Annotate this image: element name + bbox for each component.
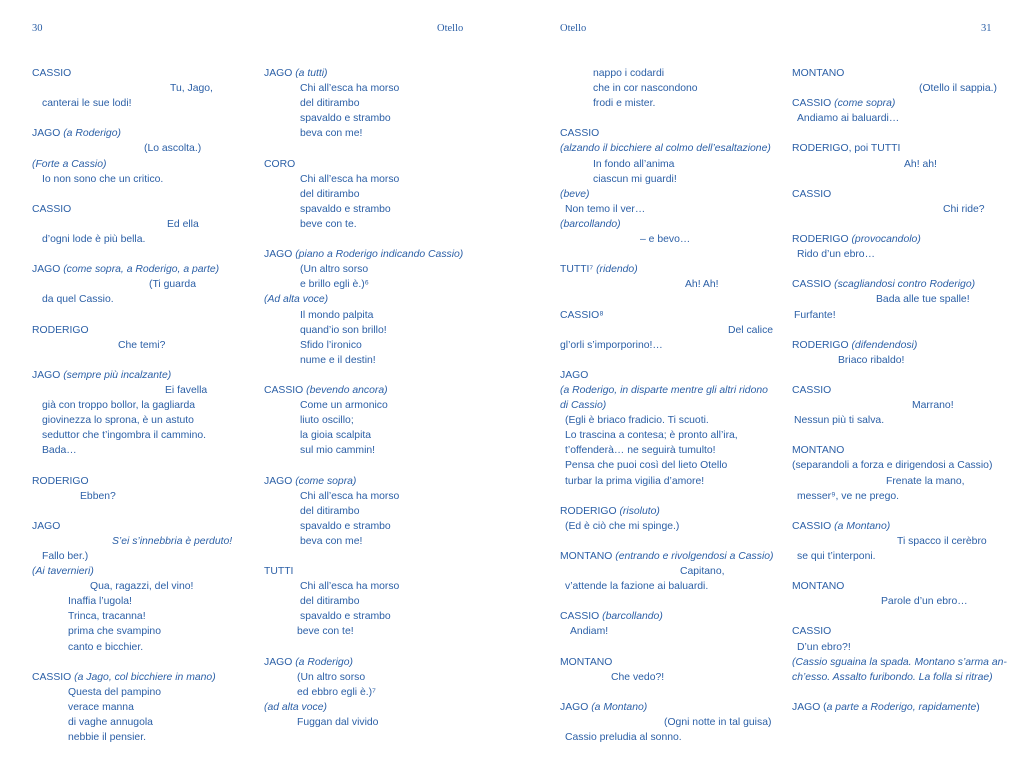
blank-line (792, 172, 1017, 187)
blank-line (792, 262, 1017, 277)
script-line: nebbie il pensier. (68, 732, 146, 744)
stage-direction: (ridendo) (596, 264, 638, 276)
script-line: Andiamo ai baluardi… (797, 113, 900, 125)
script-line: canterai le sue lodi! (42, 98, 132, 110)
script-line: nume e il destin! (300, 354, 376, 366)
script-line: giovinezza lo sprona, è un astuto (42, 415, 194, 427)
script-line: (Un altro sorso (300, 264, 369, 276)
script-line: quand’io son brillo! (300, 324, 387, 336)
script-line: CASSIO (32, 68, 72, 79)
script-line: se qui t’interponi. (797, 551, 876, 562)
blank-line (264, 458, 489, 473)
script-line (792, 277, 1017, 292)
script-line (560, 504, 785, 519)
blank-line (32, 458, 257, 473)
script-line: spavaldo e strambo (300, 520, 391, 532)
stage-direction: (come sopra) (295, 475, 357, 487)
blank-line (32, 308, 257, 323)
script-line: del ditirambo (300, 98, 360, 110)
blank-line (792, 504, 1017, 519)
script-line: del ditirambo (300, 188, 360, 200)
script-line: Bada alle tue spalle! (876, 294, 970, 306)
speaker-name: RODERIGO (792, 234, 852, 246)
script-line: già con troppo bollor, la gagliarda (42, 400, 196, 412)
speaker-name: JAGO (264, 475, 296, 487)
stage-direction: (come sopra, a Roderigo, a parte) (63, 264, 220, 276)
script-line: D’un ebro?! (797, 641, 851, 653)
speaker-name: JAGO (560, 701, 592, 713)
speaker-name: JAGO ( (792, 701, 827, 713)
script-line: t’offenderà… ne seguirà tumulto! (565, 445, 716, 457)
script-line: Nessun più ti salva. (794, 415, 885, 427)
speaker-name: CASSIO (792, 279, 835, 291)
script-line: (Cassio sguaina la spada. Montano s’arma an- (792, 656, 1007, 668)
script-line: (Egli è briaco fradicio. Ti scuoti. (565, 415, 709, 427)
script-line: Che vedo?! (611, 671, 665, 683)
blank-line (792, 609, 1017, 624)
speaker-name: ) (976, 701, 980, 713)
script-line (792, 96, 1017, 111)
script-line: CORO (264, 158, 296, 170)
script-line: Ti spacco il cerèbro (897, 535, 987, 547)
blank-line (792, 685, 1017, 700)
blank-line (792, 368, 1017, 383)
script-line: frodi e mister. (593, 98, 656, 110)
stage-direction: (a Roderigo) (63, 128, 121, 140)
script-line: Marrano! (912, 400, 954, 412)
script-line: Capitano, (680, 566, 725, 578)
script-line: v’attende la fazione ai baluardi. (565, 581, 709, 593)
speaker-name: JAGO (32, 128, 64, 140)
script-line: ciascun mi guardi! (593, 173, 677, 185)
stage-direction: (barcollando) (602, 611, 663, 623)
script-line: RODERIGO (32, 475, 89, 487)
script-line: turbar la prima vigilia d’amore! (565, 475, 705, 487)
script-line: beve con te. (300, 218, 357, 230)
speaker-name: JAGO (32, 264, 64, 276)
blank-line (560, 640, 785, 655)
script-line: Sfido l’ironico (300, 339, 362, 351)
script-line: Frenate la mano, (886, 475, 965, 487)
script-line: MONTANO (792, 68, 845, 79)
script-line (560, 549, 785, 564)
script-line: CASSIO (792, 384, 832, 396)
stage-direction: (come sopra) (834, 98, 896, 110)
column-1 (32, 66, 257, 745)
script-line: Ah! Ah! (685, 279, 719, 291)
speaker-name: JAGO (32, 369, 64, 381)
column-4 (792, 66, 1017, 715)
script-line: nappo i codardi (593, 68, 665, 79)
script-line (32, 368, 257, 383)
script-line: Tu, Jago, (170, 83, 213, 95)
script-line: Ed ella (167, 218, 199, 230)
script-line: Trinca, tracanna! (68, 611, 146, 623)
speaker-name: TUTTI⁷ (560, 264, 597, 276)
stage-direction: (a Montano) (834, 520, 891, 532)
script-line: liuto oscillo; (300, 415, 354, 427)
column-2 (264, 66, 489, 730)
speaker-name: CASSIO (792, 520, 835, 532)
stage-direction: (a Roderigo) (295, 656, 353, 668)
script-line: di vaghe annugola (68, 717, 153, 729)
running-title-right: Otello (560, 23, 587, 34)
script-line (560, 262, 785, 277)
script-line: (Ad alta voce) (264, 294, 329, 306)
page-number-right: 31 (981, 23, 992, 34)
speaker-name: JAGO (264, 656, 296, 668)
running-title-left: Otello (437, 23, 464, 34)
script-line: RODERIGO (32, 324, 89, 336)
blank-line (560, 353, 785, 368)
script-line: MONTANO (792, 581, 845, 593)
script-line: Fuggan dal vivido (297, 717, 379, 729)
blank-line (560, 594, 785, 609)
blank-line (32, 111, 257, 126)
stage-direction: (bevendo ancora) (306, 384, 388, 396)
script-line (264, 66, 489, 81)
speaker-name: CASSIO (560, 611, 603, 623)
speaker-name: CASSIO (264, 384, 307, 396)
blank-line (32, 655, 257, 670)
blank-line (560, 685, 785, 700)
stage-direction: (provocandolo) (851, 234, 921, 246)
script-line: del ditirambo (300, 505, 360, 517)
script-line: Furfante! (794, 309, 836, 321)
script-line: beve con te! (297, 626, 354, 638)
blank-line (792, 428, 1017, 443)
blank-line (264, 549, 489, 564)
script-line: Ei favella (165, 384, 208, 396)
script-line: Andiam! (570, 626, 609, 638)
script-line: Fallo ber.) (42, 551, 89, 562)
script-line: (Ai tavernieri) (32, 566, 94, 578)
script-line: messer⁹, ve ne prego. (797, 490, 900, 502)
script-line: (Ogni notte in tal guisa) (664, 717, 772, 729)
script-line: spavaldo e strambo (300, 203, 391, 215)
script-line: (Un altro sorso (297, 671, 366, 683)
script-line: (Lo ascolta.) (144, 143, 202, 155)
script-line: Briaco ribaldo! (838, 354, 905, 366)
script-line: Qua, ragazzi, del vino! (90, 581, 194, 593)
script-line: Che temi? (118, 339, 166, 351)
blank-line (32, 353, 257, 368)
script-line: gl’orli s’imporporino!… (560, 339, 663, 351)
script-line: (separandoli a forza e dirigendosi a Cassio) (792, 460, 993, 472)
script-line (792, 232, 1017, 247)
script-line: e brillo egli è.)⁶ (300, 279, 369, 291)
script-line: ch’esso. Assalto furibondo. La folla si ritrae) (792, 671, 993, 683)
script-line: S’ei s’innebbria è perduto! (112, 535, 233, 547)
script-line: spavaldo e strambo (300, 611, 391, 623)
script-line: ed ebbro egli è.)⁷ (297, 686, 376, 698)
script-line: Come un armonico (300, 400, 388, 412)
script-line: la gioia scalpita (300, 430, 372, 442)
script-line (32, 670, 257, 685)
blank-line (560, 489, 785, 504)
script-line: Chi all’esca ha morso (300, 490, 400, 502)
script-line: JAGO (560, 369, 589, 381)
speaker-name: JAGO (264, 68, 296, 79)
script-line (792, 519, 1017, 534)
script-line: spavaldo e strambo (300, 113, 391, 125)
speaker-name: MONTANO (560, 551, 616, 562)
speaker-name: RODERIGO (792, 339, 852, 351)
script-line (560, 609, 785, 624)
script-line: di Cassio) (560, 400, 607, 412)
script-line: da quel Cassio. (42, 294, 114, 306)
script-line: MONTANO (560, 656, 613, 668)
script-line: Chi ride? (943, 203, 985, 215)
script-line: Cassio preludia al sonno. (565, 732, 682, 744)
script-line (264, 247, 489, 262)
script-line: (barcollando) (560, 218, 621, 230)
script-line: canto e bicchier. (68, 641, 144, 653)
blank-line (264, 368, 489, 383)
script-line: Non temo il ver… (565, 203, 646, 215)
script-line (264, 474, 489, 489)
script-line: del ditirambo (300, 596, 360, 608)
blank-line (32, 504, 257, 519)
script-line: verace manna (68, 701, 134, 713)
script-line: (beve) (560, 188, 590, 200)
script-line: (Ed è ciò che mi spinge.) (565, 520, 680, 532)
stage-direction: (difendendosi) (851, 339, 918, 351)
script-line: CASSIO (32, 203, 72, 215)
script-line: (a Roderigo, in disparte mentre gli altri ridono (560, 384, 768, 396)
script-line: RODERIGO, poi TUTTI (792, 143, 901, 155)
stage-direction: (a Jago, col bicchiere in mano) (74, 671, 216, 683)
script-line (32, 262, 257, 277)
script-line (264, 655, 489, 670)
speaker-name: CASSIO (792, 98, 835, 110)
script-line: seduttor che t’ingombra il cammino. (42, 430, 207, 442)
script-line: TUTTI (264, 566, 294, 578)
column-3 (560, 66, 785, 745)
blank-line (32, 247, 257, 262)
blank-line (792, 126, 1017, 141)
script-line: Parole d’un ebro… (881, 596, 968, 608)
script-line: JAGO (32, 520, 61, 532)
script-line: Inaffia l’ugola! (68, 596, 132, 608)
script-line: beva con me! (300, 128, 363, 140)
script-line: sul mio cammin! (300, 445, 376, 457)
blank-line (560, 292, 785, 307)
stage-direction: a parte a Roderigo, rapidamente (826, 701, 977, 713)
script-line: MONTANO (792, 445, 845, 457)
script-line: (ad alta voce) (264, 701, 327, 713)
script-line (32, 126, 257, 141)
blank-line (792, 217, 1017, 232)
script-line: (Forte a Cassio) (32, 158, 107, 170)
script-line: In fondo all’anima (593, 158, 675, 170)
speaker-name: CASSIO (32, 671, 75, 683)
script-line: Ah! ah! (904, 158, 937, 170)
script-line: (alzando il bicchiere al colmo dell’esaltazione) (560, 143, 771, 155)
script-line (792, 338, 1017, 353)
script-line: Io non sono che un critico. (42, 173, 164, 185)
stage-direction: (risoluto) (619, 505, 660, 517)
script-line: prima che svampino (68, 626, 161, 638)
script-line: che in cor nascondono (593, 83, 698, 95)
blank-line (32, 187, 257, 202)
speaker-name: JAGO (264, 249, 296, 261)
script-line: Pensa che puoi così del lieto Otello (565, 460, 728, 472)
stage-direction: (sempre più incalzante) (63, 369, 172, 381)
stage-direction: (a tutti) (295, 68, 328, 79)
script-line: Ebben? (80, 490, 116, 502)
script-line: Il mondo palpita (300, 309, 374, 321)
blank-line (792, 564, 1017, 579)
stage-direction: (scagliandosi contro Roderigo) (834, 279, 976, 291)
script-line: CASSIO (792, 188, 832, 200)
blank-line (264, 640, 489, 655)
script-line (792, 700, 1017, 715)
script-line: CASSIO⁸ (560, 309, 604, 321)
blank-line (792, 323, 1017, 338)
blank-line (264, 232, 489, 247)
script-line: – e bevo… (640, 234, 691, 246)
speaker-name: RODERIGO (560, 505, 620, 517)
script-line: Chi all’esca ha morso (300, 173, 400, 185)
blank-line (560, 111, 785, 126)
script-line: Lo trascina a contesa; è pronto all’ira, (565, 430, 738, 442)
script-line: beva con me! (300, 535, 363, 547)
stage-direction: (a Montano) (591, 701, 648, 713)
script-line (560, 700, 785, 715)
stage-direction: (entrando e rivolgendosi a Cassio) (615, 551, 774, 562)
script-line: d’ogni lode è più bella. (42, 234, 146, 246)
script-line: CASSIO (560, 128, 600, 140)
script-line: Bada… (42, 445, 77, 457)
stage-direction: (piano a Roderigo indicando Cassio) (295, 249, 464, 261)
blank-line (560, 534, 785, 549)
script-line: Chi all’esca ha morso (300, 83, 400, 95)
page-number-left: 30 (32, 23, 43, 34)
script-line: CASSIO (792, 626, 832, 638)
script-line: Del calice (728, 324, 774, 336)
script-line: (Otello il sappia.) (919, 83, 997, 95)
script-line: (Ti guarda (149, 279, 196, 291)
blank-line (560, 247, 785, 262)
script-line (264, 383, 489, 398)
blank-line (264, 141, 489, 156)
script-line: Questa del pampino (68, 686, 161, 698)
script-line: Chi all’esca ha morso (300, 581, 400, 593)
script-line: Rido d’un ebro… (797, 249, 875, 261)
